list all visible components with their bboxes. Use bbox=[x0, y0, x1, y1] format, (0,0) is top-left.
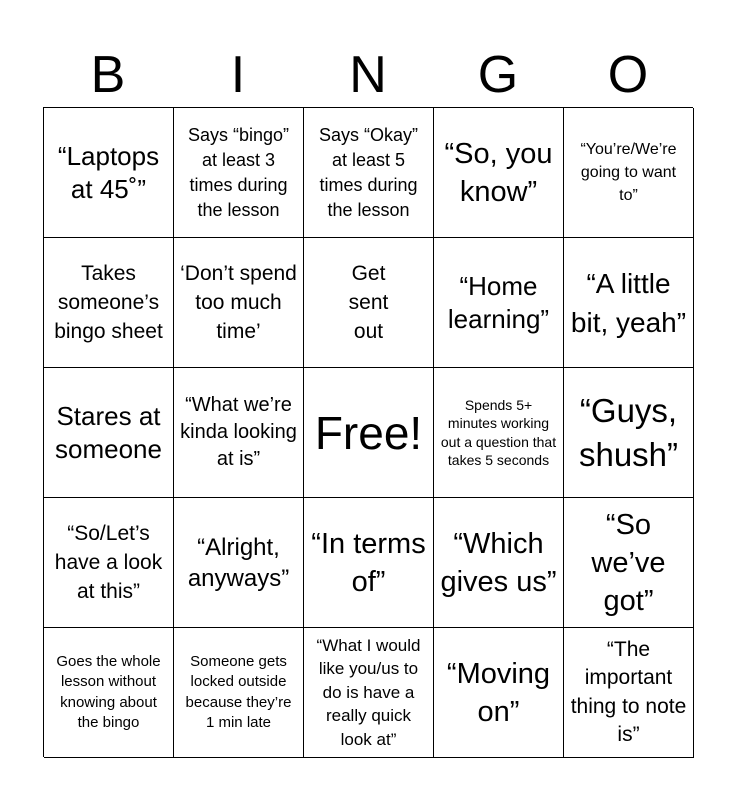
free-space: Free! bbox=[314, 406, 423, 459]
bingo-board bbox=[43, 107, 693, 757]
cell-text: “Guys, shush” bbox=[578, 391, 679, 473]
cell-text: Someone gets locked outside because they’re 1 min late bbox=[185, 652, 292, 731]
bingo-cell-r1-c1[interactable] bbox=[44, 108, 174, 238]
cell-text: “So, you know” bbox=[444, 137, 553, 208]
cell-text: “You’re/We’re going to want to” bbox=[580, 141, 677, 204]
header-letter-i: I bbox=[230, 46, 246, 104]
cell-text: “Which gives us” bbox=[440, 527, 557, 598]
cell-text: “Alright, anyways” bbox=[187, 533, 290, 592]
header-letter-n: N bbox=[349, 46, 387, 104]
bingo-cell-r5-c3[interactable] bbox=[304, 628, 434, 758]
bingo-cell-r1-c2[interactable] bbox=[174, 108, 304, 238]
cell-text: “So/Let’s have a look at this” bbox=[54, 522, 163, 603]
cell-text: “In terms of” bbox=[311, 527, 426, 598]
bingo-cell-r4-c5[interactable] bbox=[564, 498, 694, 628]
header-letter-o: O bbox=[607, 46, 649, 104]
bingo-cell-r3-c1[interactable] bbox=[44, 368, 174, 498]
bingo-cell-r5-c1[interactable] bbox=[44, 628, 174, 758]
cell-text: Takes someone’s bingo sheet bbox=[54, 262, 163, 343]
bingo-header bbox=[43, 42, 693, 108]
cell-text: Get sent out bbox=[348, 262, 389, 343]
header-letter-g: G bbox=[477, 46, 519, 104]
cell-text: “A little bit, yeah” bbox=[570, 267, 687, 338]
bingo-cell-r2-c3[interactable] bbox=[304, 238, 434, 368]
cell-text: Spends 5+ minutes working out a question that takes 5 seconds bbox=[440, 396, 557, 468]
bingo-cell-r2-c5[interactable] bbox=[564, 238, 694, 368]
bingo-cell-r5-c2[interactable] bbox=[174, 628, 304, 758]
cell-text: “Laptops at 45˚” bbox=[57, 140, 160, 204]
bingo-cell-r5-c5[interactable] bbox=[564, 628, 694, 758]
cell-text: “So we’ve got” bbox=[591, 508, 666, 617]
bingo-cell-r1-c5[interactable] bbox=[564, 108, 694, 238]
cell-text: Says “bingo” at least 3 times during the lesson bbox=[187, 124, 290, 220]
bingo-cell-r5-c4[interactable] bbox=[434, 628, 564, 758]
bingo-cell-r4-c4[interactable] bbox=[434, 498, 564, 628]
cell-text: “Moving on” bbox=[446, 657, 551, 728]
cell-text: Says “Okay” at least 5 times during the lesson bbox=[318, 124, 419, 220]
bingo-cell-r3-c3[interactable] bbox=[304, 368, 434, 498]
bingo-cell-r2-c1[interactable] bbox=[44, 238, 174, 368]
bingo-cell-r3-c2[interactable] bbox=[174, 368, 304, 498]
bingo-cell-r3-c5[interactable] bbox=[564, 368, 694, 498]
cell-text: Goes the whole lesson without knowing about the bingo bbox=[56, 652, 161, 731]
bingo-cell-r1-c3[interactable] bbox=[304, 108, 434, 238]
cell-text: “What we’re kinda looking at is” bbox=[180, 394, 297, 470]
bingo-cell-r4-c2[interactable] bbox=[174, 498, 304, 628]
header-letter-b: B bbox=[90, 46, 126, 104]
bingo-cell-r2-c4[interactable] bbox=[434, 238, 564, 368]
bingo-cell-r4-c3[interactable] bbox=[304, 498, 434, 628]
bingo-cell-r4-c1[interactable] bbox=[44, 498, 174, 628]
bingo-cell-r3-c4[interactable] bbox=[434, 368, 564, 498]
bingo-cell-r2-c2[interactable] bbox=[174, 238, 304, 368]
bingo-cell-r1-c4[interactable] bbox=[434, 108, 564, 238]
cell-text: Stares at someone bbox=[55, 400, 162, 464]
cell-text: ‘Don’t spend too much time’ bbox=[180, 262, 297, 343]
cell-text: “What I would like you/us to do is have a really quick look at” bbox=[316, 635, 421, 749]
cell-text: “Home learning” bbox=[447, 270, 550, 334]
cell-text: “The important thing to note is” bbox=[570, 637, 687, 746]
